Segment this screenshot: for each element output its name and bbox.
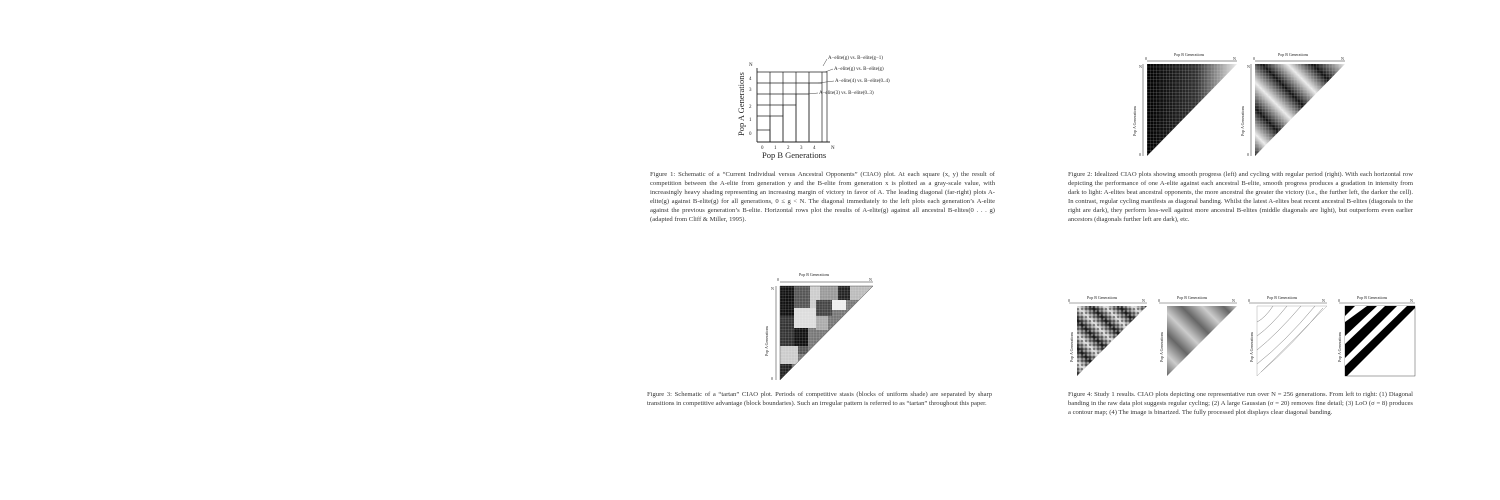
figure1-schematic bbox=[730, 50, 910, 165]
f4-p4-title: Pop B Generations bbox=[1357, 295, 1388, 300]
f2-left-ytick-end: N bbox=[1139, 64, 1142, 69]
f1-annotation-2: A−elite(g) vs. B−elite(g) bbox=[834, 67, 884, 72]
f1-ytick-N: N bbox=[749, 63, 753, 68]
f4-p4-tick-end: N bbox=[1410, 298, 1413, 303]
f1-x-axis-label: Pop B Generations bbox=[762, 150, 827, 160]
f4-p3-tick-end: N bbox=[1322, 298, 1325, 303]
f4-p1-ylabel: Pop A Generations bbox=[1069, 332, 1074, 362]
f4-p4-ylabel: Pop A Generations bbox=[1337, 332, 1342, 362]
f4-p2-tick-start: 0 bbox=[1158, 298, 1160, 303]
f4-p3-ylabel: Pop A Generations bbox=[1249, 332, 1254, 362]
figure3-tartan bbox=[758, 268, 883, 388]
figure2-caption: Figure 2: Idealized CIAO plots showing smooth progress (left) and cycling with regular period (right). With each horizontal row depicting the performance of one A-elite against each ancestral B-elite, smooth progress produces a gradation in intensity from dark to light: A-elites beat ancestral opponents, the more ancestral the greater the victory (i.e., the further left, the darker the cell). In contrast, regular cycling manifests as diagonal banding. Whilst the latest A-elites beat recent ancestral B-elites (diagonals to the right are dark), they perform less-well against more ancestral B-elites (middle diagonals are light), but outperform even earlier ancestors (diagonals further left are dark), etc. bbox=[1068, 171, 1413, 223]
f2-right-tick-start: 0 bbox=[1253, 56, 1255, 61]
f3-tick-start: 0 bbox=[777, 277, 779, 282]
f1-y-axis-label: Pop A Generations bbox=[736, 72, 746, 136]
f4-panel-contour bbox=[1248, 295, 1327, 376]
f4-p1-tick-start: 0 bbox=[1068, 298, 1070, 303]
f2-left-ytick-start: 0 bbox=[1139, 152, 1141, 157]
figure1 bbox=[730, 50, 910, 165]
f2-right-ytick-end: N bbox=[1247, 64, 1250, 69]
f1-ytick-0: 0 bbox=[749, 132, 752, 137]
f1-annotation-4: A−elite(3) vs. B−elite(0..3) bbox=[819, 91, 874, 96]
f4-p2-ylabel: Pop A Generations bbox=[1159, 332, 1164, 362]
f1-ytick-1: 1 bbox=[749, 118, 752, 123]
f1-xtick-3: 3 bbox=[800, 146, 803, 151]
f1-xtick-N: N bbox=[831, 146, 835, 151]
figure2 bbox=[1125, 48, 1360, 163]
f4-p1-title: Pop B Generations bbox=[1087, 295, 1118, 300]
f3-tick-end: N bbox=[869, 277, 872, 282]
figure2-panels bbox=[1125, 48, 1360, 163]
f2-left-ylabel: Pop A Generations bbox=[1132, 106, 1137, 136]
f1-xtick-0: 0 bbox=[761, 146, 764, 151]
f2-left-tick-start: 0 bbox=[1145, 56, 1147, 61]
f1-xtick-1: 1 bbox=[774, 146, 777, 151]
f2-right-ytick-start: 0 bbox=[1247, 152, 1249, 157]
f1-grid bbox=[757, 72, 827, 142]
figure4-caption: Figure 4: Study 1 results. CIAO plots depicting one representative run over N = 256 generations. From left to right: (1) Diagonal banding in the raw data plot suggests regular cycling; (2) A large Gaussian (σ = 20) removes fine detail; (3) LoO (σ = 8) produces a contour map; (4) The image is binarized. The fully processed plot displays clear diagonal banding. bbox=[1068, 391, 1413, 416]
f3-ylabel: Pop A Generations bbox=[764, 326, 769, 356]
f1-ytick-4: 4 bbox=[749, 77, 752, 82]
figure3 bbox=[758, 268, 883, 388]
f3-title: Pop B Generations bbox=[799, 272, 830, 277]
figure4 bbox=[1065, 292, 1417, 384]
figure3-caption: Figure 3: Schematic of a “tartan” CIAO plot. Periods of competitive stasis (blocks of uniform shade) are separated by sharp transitions in competitive advantage (block boundaries). Such an irregular pattern is referred to as “tartan” throughout this paper. bbox=[647, 391, 992, 407]
f1-ytick-3: 3 bbox=[749, 88, 752, 93]
f4-p1-tick-end: N bbox=[1142, 298, 1145, 303]
f4-p4-tick-start: 0 bbox=[1338, 298, 1340, 303]
f2-right-title: Pop B Generations bbox=[1278, 52, 1309, 57]
f4-p3-title: Pop B Generations bbox=[1267, 295, 1298, 300]
f2-right-ylabel: Pop A Generations bbox=[1240, 106, 1245, 136]
f3-ytick-end: N bbox=[771, 286, 774, 291]
f1-xtick-4: 4 bbox=[813, 146, 816, 151]
figure4-panels bbox=[1065, 292, 1417, 384]
f4-panel-raw bbox=[1068, 295, 1147, 376]
f4-p2-title: Pop B Generations bbox=[1177, 295, 1208, 300]
f2-left-tick-end: N bbox=[1233, 56, 1236, 61]
f2-right-tick-end: N bbox=[1341, 56, 1344, 61]
f2-left-title: Pop B Generations bbox=[1174, 52, 1205, 57]
f1-xtick-2: 2 bbox=[787, 146, 790, 151]
f4-p3-tick-start: 0 bbox=[1248, 298, 1250, 303]
figure1-caption: Figure 1: Schematic of a “Current Individual versus Ancestral Opponents” (CIAO) plot. At each square (x, y) the result of competition between the A-elite from generation y and the B-elite from generation x is plotted as a gray-scale value, with increasingly heavy shading representing an increasing margin of victory in favor of A. The leading diagonal (far-right) plots A-elite(g) against B-elite(g) for all generations, 0 ≤ g < N. The diagonal immediately to the left plots each generation’s A-elite against the previous generation’s B-elite. Horizontal rows plot the results of A-elite(g) against all ancestral B-elites(0 . . . g) (adapted from Cliff & Miller, 1995). bbox=[650, 171, 995, 223]
f4-panel-gaussian bbox=[1158, 295, 1237, 376]
f4-panel-binarized bbox=[1337, 295, 1415, 376]
f4-p2-tick-end: N bbox=[1232, 298, 1235, 303]
f3-ytick-start: 0 bbox=[771, 376, 773, 381]
f1-annotation-3: A−elite(4) vs. B−elite(0..4) bbox=[835, 79, 890, 84]
f1-annotation-1: A−elite(g) vs. B−elite(g−1) bbox=[828, 56, 883, 61]
f1-ytick-2: 2 bbox=[749, 105, 752, 110]
